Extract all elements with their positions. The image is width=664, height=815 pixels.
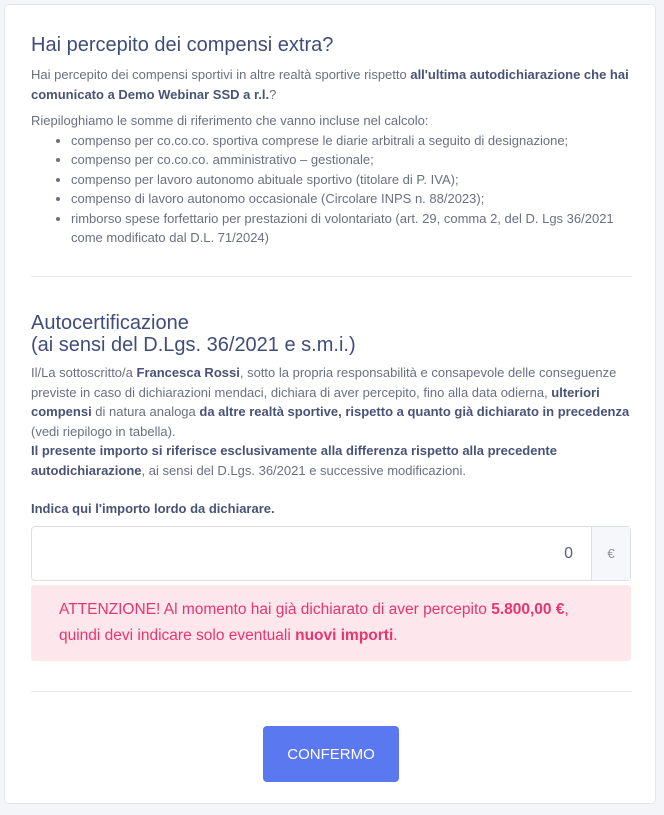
alert-text: , quindi devi indicare solo eventuali <box>59 601 569 644</box>
euro-currency-addon: € <box>591 527 630 580</box>
alert-text: . <box>393 627 398 644</box>
section-title-extra: Hai percepito dei compensi extra? <box>31 34 334 56</box>
list-item: • compenso per co.co.co. sportiva comprese le diarie arbitrali a seguito di designazione; <box>71 131 631 151</box>
amount-field-label: Indica qui l'importo lordo da dichiarare. <box>31 501 275 516</box>
compensation-list <box>31 131 631 248</box>
selfcert-text <box>31 363 631 480</box>
alert-new-amounts: nuovi importi <box>295 627 394 644</box>
intro-text <box>31 65 631 104</box>
selfcert-text-part: , ai sensi del D.Lgs. 36/2021 e successive modificazioni. <box>141 462 466 478</box>
selfcert-text-part: Il/La sottoscritto/a <box>31 365 137 380</box>
selfcert-text-bold: da altre realtà sportive, rispetto a quanto già dichiarato in precedenza <box>199 404 630 419</box>
self-certification-section <box>31 312 631 480</box>
selfcert-text-bold: ulteriori compensi <box>31 384 600 419</box>
divider <box>31 276 631 277</box>
intro-text-end: ? <box>269 86 277 102</box>
selfcert-text-bold: Il presente importo si riferisce esclusivamente alla differenza rispetto alla precedente autodichiarazione <box>31 443 557 478</box>
amount-input-group <box>31 526 631 581</box>
list-item: • compenso per co.co.co. amministrativo – gestionale; <box>71 150 631 170</box>
alert-text: ATTENZIONE! Al momento hai già dichiarato di aver percepito <box>59 601 492 618</box>
selfcert-text-part: di natura analoga <box>91 404 200 419</box>
extra-compensation-section <box>31 34 631 248</box>
amount-field-label-wrap <box>31 501 631 516</box>
summary-text: Riepiloghiamo le somme di riferimento che vanno incluse nel calcolo: <box>31 113 429 128</box>
list-item: • compenso per lavoro autonomo abituale sportivo (titolare di P. IVA); <box>71 170 631 190</box>
declaration-card <box>4 4 656 804</box>
warning-alert <box>31 585 631 661</box>
intro-text-bold: all'ultima autodichiarazione che hai comunicato a Demo Webinar SSD a r.l. <box>31 67 629 102</box>
intro-text-start: Hai percepito dei compensi sportivi in altre realtà sportive rispetto <box>31 67 411 82</box>
section-title-selfcert <box>31 312 631 356</box>
alert-declared-amount: 5.800,00 € <box>491 601 565 618</box>
amount-input[interactable] <box>32 527 593 580</box>
list-item: • rimborso spese forfettario per prestazioni di volontariato (art. 29, comma 2, del D. Lgs 36/2021 come modificato dal D.L. 71/2024) <box>71 209 631 248</box>
selfcert-title-line2: (ai sensi del D.Lgs. 36/2021 e s.m.i.) <box>31 334 356 356</box>
declarant-name: Francesca Rossi <box>136 365 240 380</box>
divider <box>31 691 631 692</box>
list-item: • compenso di lavoro autonomo occasionale (Circolare INPS n. 88/2023); <box>71 189 631 209</box>
confirm-button[interactable]: CONFERMO <box>263 726 399 782</box>
selfcert-title-line1: Autocertificazione <box>31 312 189 334</box>
selfcert-text-part: , sotto la propria responsabilità e consapevole delle conseguenze previste in caso di dichiarazioni mendaci, dichiara di aver percepito, fino alla data odierna, <box>31 365 617 400</box>
selfcert-text-part: (vedi riepilogo in tabella). <box>31 423 176 439</box>
